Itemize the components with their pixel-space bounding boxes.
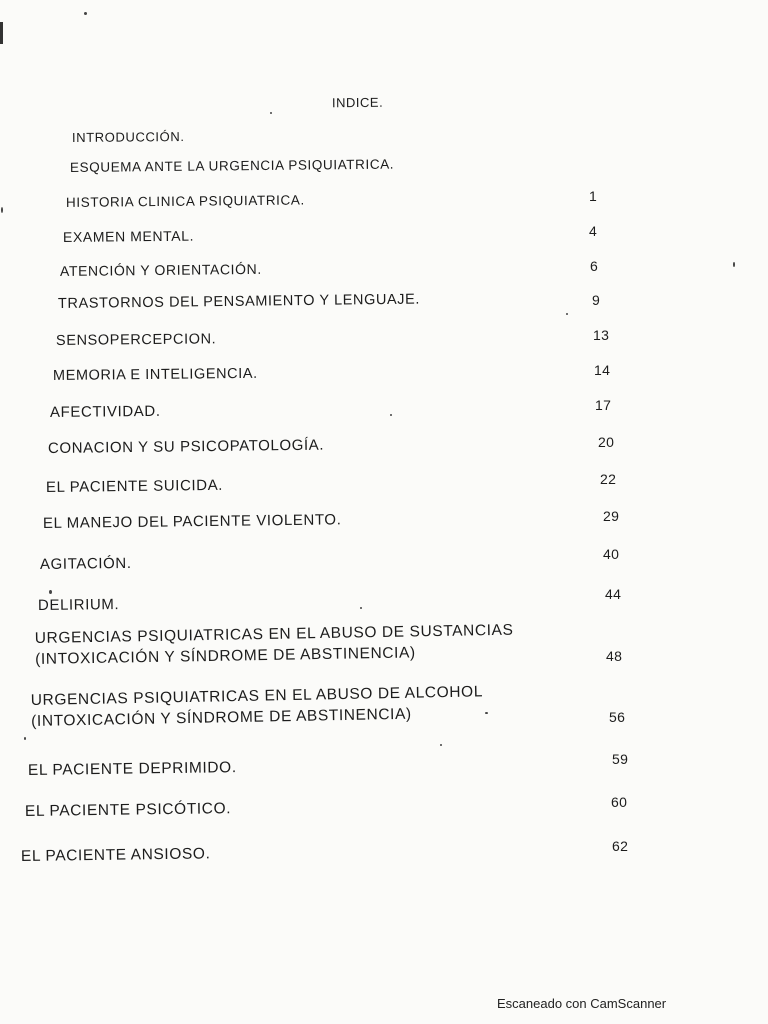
toc-entry — [35, 620, 514, 670]
toc-page-number: 60 — [611, 794, 628, 810]
toc-entry — [72, 129, 185, 145]
scan-speck — [485, 712, 488, 714]
scan-speck — [24, 737, 26, 740]
scan-speck — [84, 12, 87, 15]
toc-entry — [46, 477, 223, 496]
scan-speck — [270, 112, 272, 114]
toc-entry-title: CONACION Y SU PSICOPATOLOGÍA. — [47, 436, 325, 457]
toc-entry-title: ATENCIÓN Y ORIENTACIÓN. — [59, 260, 262, 279]
toc-entry — [53, 366, 258, 384]
toc-page-number: 4 — [589, 223, 598, 239]
toc-page-number: 13 — [593, 327, 610, 343]
toc-entry-title: EL PACIENTE DEPRIMIDO. — [27, 759, 237, 779]
toc-entry-title: MEMORIA E INTELIGENCIA. — [52, 365, 258, 384]
toc-entry-title: INTRODUCCIÓN. — [71, 129, 185, 145]
scan-speck — [440, 744, 442, 746]
toc-entry-title: TRASTORNOS DEL PENSAMIENTO Y LENGUAJE. — [57, 291, 421, 312]
toc-entry — [56, 331, 216, 349]
scan-speck — [566, 313, 568, 315]
toc-page-number: 59 — [612, 751, 629, 767]
scan-edge-mark — [0, 22, 3, 44]
toc-entry — [58, 292, 420, 312]
toc-entry-title: EL PACIENTE PSICÓTICO. — [24, 800, 232, 820]
toc-page-number: 29 — [603, 508, 620, 524]
toc-entry — [63, 228, 194, 245]
toc-entry-title: EL PACIENTE ANSIOSO. — [20, 845, 211, 865]
toc-page-number: 17 — [595, 397, 612, 413]
toc-entry-title: ESQUEMA ANTE LA URGENCIA PSIQUIATRICA. — [69, 156, 395, 175]
toc-entry-title: EXAMEN MENTAL. — [62, 227, 195, 245]
toc-entry-title: HISTORIA CLINICA PSIQUIATRICA. — [65, 192, 305, 210]
toc-entry — [21, 845, 211, 866]
toc-entry-title: DELIRIUM. — [37, 596, 120, 614]
toc-page-number: 40 — [603, 546, 620, 562]
toc-page-number: 22 — [600, 471, 617, 487]
toc-entry-title: URGENCIAS PSIQUIATRICAS EN EL ABUSO DE SUSTANCIAS — [34, 621, 514, 648]
scan-speck — [390, 414, 392, 416]
toc-entry — [28, 759, 237, 780]
toc-entry — [66, 192, 305, 209]
toc-entry-title: URGENCIAS PSIQUIATRICAS EN EL ABUSO DE ALCOHOL — [30, 683, 484, 710]
toc-entry — [31, 681, 484, 732]
toc-entry-title: AFECTIVIDAD. — [49, 402, 161, 421]
toc-entry-subtitle: (INTOXICACIÓN Y SÍNDROME DE ABSTINENCIA) — [31, 705, 412, 730]
scan-speck — [49, 590, 52, 594]
toc-page-number: 56 — [609, 709, 626, 725]
toc-entry — [60, 261, 262, 279]
toc-page-number: 14 — [594, 362, 611, 378]
toc-entry-title: SENSOPERCEPCION. — [55, 331, 217, 349]
toc-entry — [40, 555, 132, 573]
toc-page-number: 48 — [606, 648, 623, 664]
toc-entry — [38, 596, 119, 614]
toc-entry-subtitle: (INTOXICACIÓN Y SÍNDROME DE ABSTINENCIA) — [35, 644, 416, 668]
scan-speck — [360, 607, 362, 609]
camscanner-watermark: Escaneado con CamScanner — [497, 996, 667, 1011]
toc-page-number: 9 — [592, 292, 601, 308]
scan-speck — [1, 207, 3, 213]
toc-entry — [43, 511, 342, 532]
toc-entry — [50, 403, 161, 421]
scan-speck — [733, 262, 735, 267]
toc-page-number: 62 — [612, 838, 629, 854]
toc-page-number: 1 — [589, 188, 598, 204]
toc-entry-title: EL MANEJO DEL PACIENTE VIOLENTO. — [42, 511, 342, 532]
toc-page-number: 20 — [598, 434, 615, 450]
toc-page-number: 44 — [605, 586, 622, 602]
toc-page-number: 6 — [590, 258, 599, 274]
toc-entry-title: AGITACIÓN. — [39, 554, 132, 573]
toc-entry-title: EL PACIENTE SUICIDA. — [45, 476, 224, 496]
index-heading: INDICE. — [331, 94, 384, 111]
toc-entry — [25, 800, 231, 821]
toc-entry — [70, 157, 394, 175]
toc-entry — [48, 437, 324, 457]
